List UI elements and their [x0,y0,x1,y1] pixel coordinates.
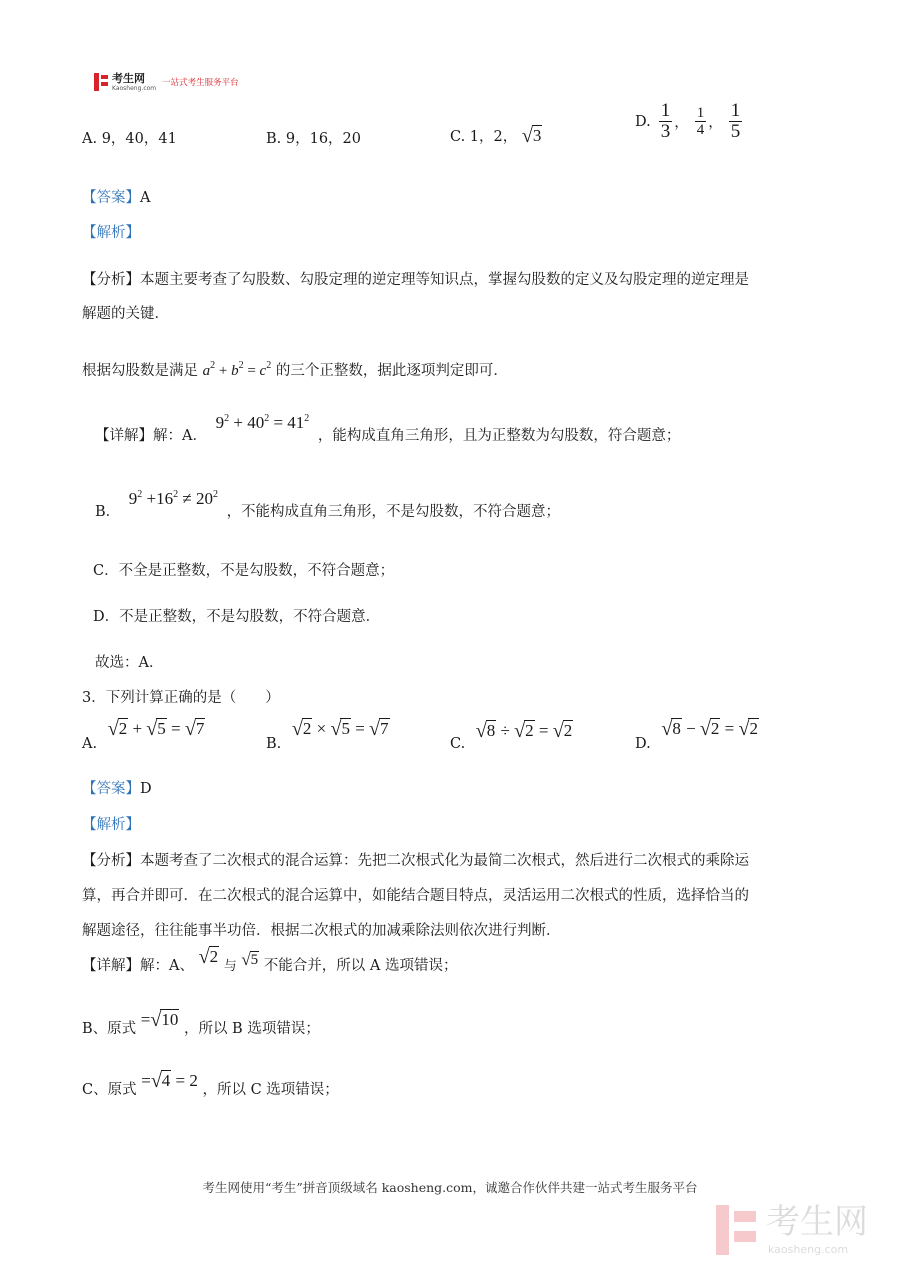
q2-detail-c: C．不全是正整数，不是勾股数，不符合题意； [93,563,395,579]
formula-9-40-41: $9^2 + 40^2 = 41^2$ [215,413,310,432]
detail-tag: 【详解】 [95,428,153,444]
watermark-logo [716,1203,882,1261]
logo-slogan: 一站式考生服务平台 [162,78,239,88]
option-label: C. [450,736,466,752]
answer-value: D [140,781,152,797]
q2-option-d [635,101,742,142]
q3-fenxi-line2: 算，再合并即可．在二次根式的混合运算中，如能结合题目特点，灵活运用二次根式的性质，选择恰当的 [82,888,749,904]
sqrt-3: √3 [521,125,542,147]
formula-c: √8 ÷ √2 = √2 [475,720,573,742]
q2-fenxi-line2: 解题的关键． [82,306,169,322]
watermark-url: kaosheng.com [768,1243,849,1256]
logo-name: 考生网 [112,71,145,85]
fraction-one-third: $\frac{1}{3}$ [660,100,671,142]
q3-fenxi-line1 [82,849,749,870]
formula-sqrt-4: =√4 = 2 [141,1070,198,1092]
page-footer: 考生网使用“考生”拼音顶级域名 kaosheng.com，诚邀合作伙伴共建一站式考生服务平台 [202,1180,698,1195]
option-text: 9，16，20 [285,131,362,147]
fraction-one-fifth: $\frac{1}{5}$ [730,100,741,142]
detail-a-pre: 解：A、 [140,958,194,974]
watermark-name: 考生网 [766,1202,868,1242]
q2-answer [82,186,150,207]
detail-c-pre: C、原式 [82,1082,137,1098]
watermark-mark-icon [716,1205,760,1255]
formula-b: √2 × √5 = √7 [291,718,389,740]
option-label: A. [82,736,98,752]
pythagoras-formula: $a^2 + b^2 = c^2$ [202,360,272,379]
q2-fenxi-line1 [82,268,749,289]
fenxi-tag: 【分析】 [82,272,140,288]
detail-a-mid: 与 [223,959,237,974]
q3-stem: 3．下列计算正确的是（ ） [82,690,280,706]
q3-detail-b [82,1009,320,1040]
q3-option-c [450,720,573,752]
q3-detail-a [82,946,458,977]
basis-post: 的三个正整数，据此逐项判定即可． [275,363,508,379]
option-label: C. [450,129,466,145]
detail-b-post: ，不能构成直角三角形，不是勾股数，不符合题意； [226,504,561,520]
answer-tag: 【答案】 [82,190,140,206]
option-text: 9，40，41 [101,131,177,147]
logo-mark-icon [94,73,108,91]
detail-tag: 【详解】 [82,958,140,974]
q3-detail-c [82,1070,339,1101]
logo-url: Kaosheng.com [112,84,157,92]
answer-tag: 【答案】 [82,781,140,797]
detail-b-post: ，所以 B 选项错误； [183,1021,320,1037]
fenxi-text: 本题主要考查了勾股数、勾股定理的逆定理等知识点，掌握勾股数的定义及勾股定理的逆定理是 [140,272,749,288]
option-label: D. [635,113,651,130]
q3-option-d [635,718,759,752]
separator: ， [708,115,723,131]
q3-answer [82,777,152,798]
option-label: A. [82,131,98,147]
q3-option-a [82,718,205,752]
detail-b-pre: B、原式 [82,1021,137,1037]
detail-a-post: 不能合并，所以 A 选项错误； [263,958,458,974]
q2-detail-d: D．不是正整数，不是勾股数，不符合题意． [93,609,381,625]
q2-basis [82,359,508,380]
option-label: B. [266,736,282,752]
q3-option-b [266,718,390,752]
separator: ， [674,115,689,131]
formula-sqrt-10: =√10 [140,1009,179,1031]
fenxi-text: 本题考查了二次根式的混合运算：先把二次根式化为最简二次根式，然后进行二次根式的乘除运 [140,853,749,869]
formula-d: √8 − √2 = √2 [661,718,758,740]
detail-c-post: ，所以 C 选项错误； [202,1082,339,1098]
basis-pre: 根据勾股数是满足 [82,363,198,379]
option-label: B. [266,131,282,147]
formula-a: √2 + √5 = √7 [107,718,205,740]
formula-9-16-20: $9^2 +16^2 \ne 20^2$ [128,489,218,508]
sqrt-2: √2 [198,946,219,968]
answer-value: A [140,190,151,206]
q2-analysis-tag: 【解析】 [82,225,140,241]
q3-fenxi-line3: 解题途径，往往能事半功倍．根据二次根式的加减乘除法则依次进行判断． [82,923,561,939]
q2-option-b [266,127,361,148]
detail-a-pre: 解：A． [153,428,207,444]
q2-option-c [450,125,542,148]
q2-conclusion: 故选：A． [95,655,164,671]
sqrt-5: √5 [241,950,259,969]
q2-detail-b [95,489,561,521]
header-logo[interactable] [94,71,239,93]
option-text: 1，2， [469,129,518,145]
detail-a-post: ，能构成直角三角形，且为正整数为勾股数，符合题意； [317,428,681,444]
option-label: D. [635,736,651,752]
fraction-one-fourth: $\frac{1}{4}$ [696,105,705,138]
q2-option-a [82,127,177,148]
detail-b-pre: B． [95,504,121,520]
fenxi-tag: 【分析】 [82,853,140,869]
q3-analysis-tag: 【解析】 [82,817,140,833]
q2-detail-a [95,413,681,445]
logo-text [112,73,156,92]
